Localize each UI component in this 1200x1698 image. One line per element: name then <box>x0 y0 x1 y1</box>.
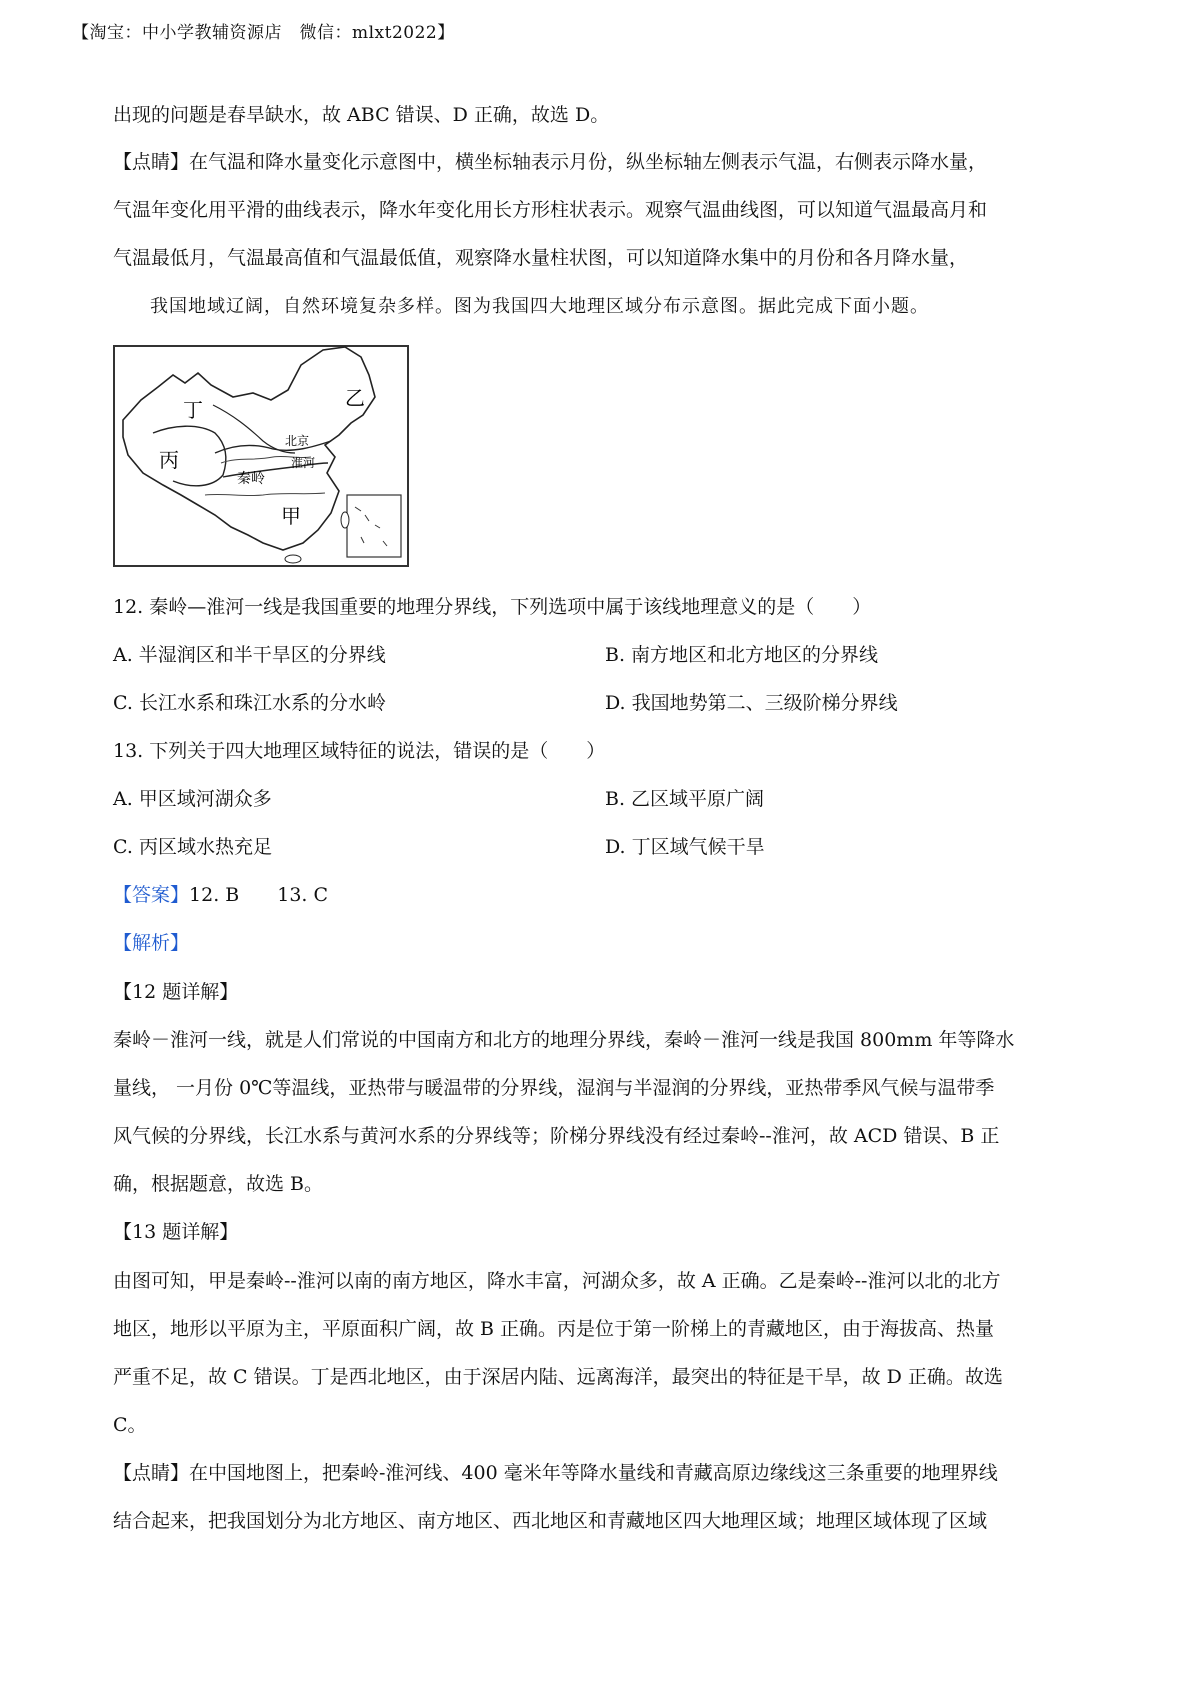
detail-13-line-3: 严重不足，故 C 错误。丁是西北地区，由于深居内陆、远离海洋，最突出的特征是干旱，故 D 正确。故选 <box>113 1366 1003 1388</box>
detail-13-line-4: C。 <box>113 1414 147 1436</box>
question-intro: 我国地域辽阔，自然环境复杂多样。图为我国四大地理区域分布示意图。据此完成下面小题。 <box>150 296 929 317</box>
tip2-line-2: 结合起来，把我国划分为北方地区、南方地区、西北地区和青藏地区四大地理区域；地理区域体现了区域 <box>113 1510 988 1532</box>
page-header: 【淘宝：中小学教辅资源店 微信：mlxt2022】 <box>72 23 455 43</box>
china-regions-map <box>113 345 409 567</box>
prev-tip-line-2: 气温年变化用平滑的曲线表示，降水年变化用长方形柱状表示。观察气温曲线图，可以知道气温最高月和 <box>113 199 988 221</box>
detail-12-line-4: 确，根据题意，故选 B。 <box>113 1173 324 1195</box>
south-sea-inset <box>347 495 401 557</box>
detail-13-line-2: 地区，地形以平原为主，平原面积广阔，故 B 正确。丙是位于第一阶梯上的青藏地区，由于海拔高、热量 <box>113 1318 995 1340</box>
prev-tip-line-3: 气温最低月，气温最高值和气温最低值，观察降水量柱状图，可以知道降水集中的月份和各月降水量， <box>113 247 969 269</box>
detail-12-line-1: 秦岭－淮河一线，就是人们常说的中国南方和北方的地理分界线，秦岭－淮河一线是我国 800mm 年等降水 <box>113 1029 1015 1051</box>
taiwan-island <box>341 512 349 528</box>
q13-option-d: D. 丁区域气候干旱 <box>605 836 765 858</box>
q12-option-c: C. 长江水系和珠江水系的分水岭 <box>113 692 386 714</box>
q13-option-a: A. 甲区域河湖众多 <box>113 788 272 810</box>
q12-option-a: A. 半湿润区和半干旱区的分界线 <box>113 644 386 666</box>
answer-line <box>113 880 328 910</box>
analysis-label: 【解析】 <box>113 932 190 954</box>
label-huaihe: 淮河 <box>291 456 316 470</box>
label-beijing: 北京 <box>285 434 310 448</box>
detail-12-line-3: 风气候的分界线，长江水系与黄河水系的分界线等；阶梯分界线没有经过秦岭--淮河，故 ACD 错误、B 正 <box>113 1125 1000 1147</box>
q12-option-b: B. 南方地区和北方地区的分界线 <box>605 644 879 666</box>
label-jia: 甲 <box>281 504 301 528</box>
detail-13-title: 【13 题详解】 <box>113 1221 239 1243</box>
label-qinling: 秦岭 <box>237 471 265 487</box>
detail-12-title: 【12 题详解】 <box>113 981 239 1003</box>
prev-tip-line-1: 【点睛】在气温和降水量变化示意图中，横坐标轴表示月份，纵坐标轴左侧表示气温，右侧表示降水量， <box>113 151 988 173</box>
label-bing: 丙 <box>159 448 179 472</box>
detail-13-line-1: 由图可知，甲是秦岭--淮河以南的南方地区，降水丰富，河湖众多，故 A 正确。乙是秦岭--淮河以北的北方 <box>113 1270 1001 1292</box>
answer-label: 【答案】 <box>113 884 190 906</box>
answer-text: 12. B 13. C <box>189 884 329 906</box>
tip2-label: 【点睛】 <box>113 1462 190 1484</box>
q13-stem: 13. 下列关于四大地理区域特征的说法，错误的是（ ） <box>113 740 606 762</box>
q12-option-d: D. 我国地势第二、三级阶梯分界线 <box>605 692 898 714</box>
detail-12-line-2: 量线， 一月份 0℃等温线，亚热带与暖温带的分界线，湿润与半湿润的分界线，亚热带季风气候与温带季 <box>113 1077 995 1099</box>
hainan-island <box>285 555 301 563</box>
label-yi: 乙 <box>345 386 365 410</box>
tip-label: 【点睛】 <box>113 151 190 173</box>
prev-conclusion: 出现的问题是春旱缺水，故 ABC 错误、D 正确，故选 D。 <box>113 104 610 126</box>
q13-option-b: B. 乙区域平原广阔 <box>605 788 765 810</box>
tip2-line-1: 【点睛】在中国地图上，把秦岭-淮河线、400 毫米年等降水量线和青藏高原边缘线这三条重要的地理界线 <box>113 1462 998 1484</box>
q13-option-c: C. 丙区域水热充足 <box>113 836 272 858</box>
label-ding: 丁 <box>183 398 203 422</box>
q12-stem: 12. 秦岭—淮河一线是我国重要的地理分界线，下列选项中属于该线地理意义的是（ ） <box>113 596 872 618</box>
